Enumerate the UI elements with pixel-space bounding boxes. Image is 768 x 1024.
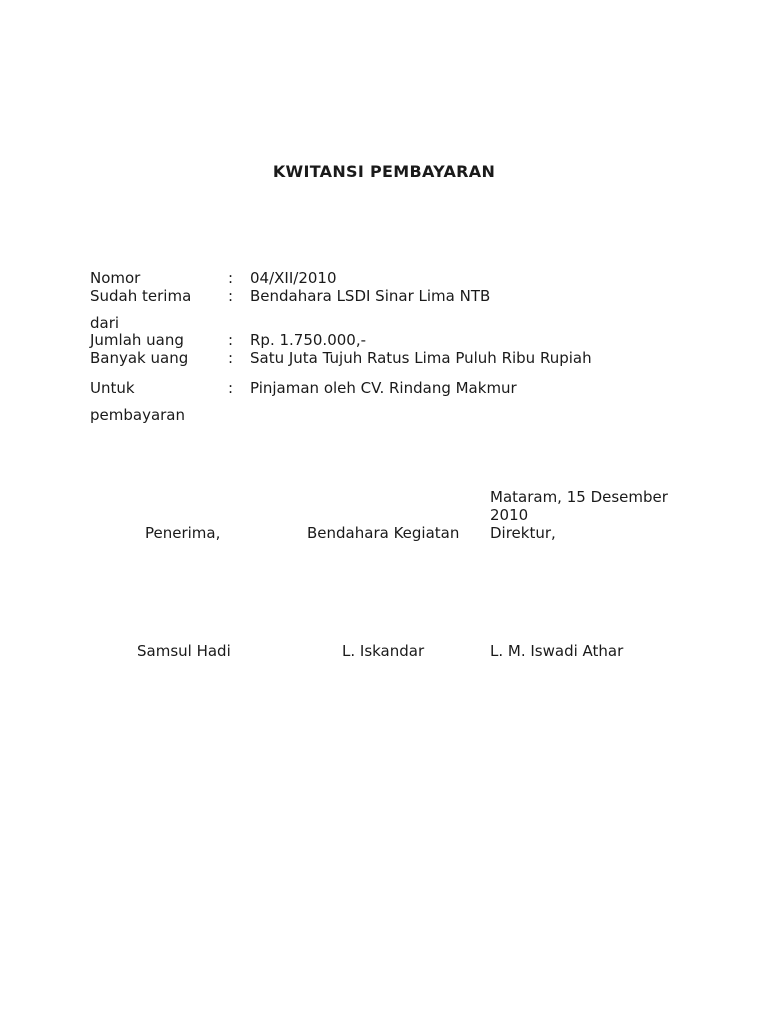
field-value-banyak-uang: Satu Juta Tujuh Ratus Lima Puluh Ribu Rupiah: [250, 349, 592, 367]
field-label-banyak-uang: Banyak uang: [90, 349, 189, 367]
document-title: KWITANSI PEMBAYARAN: [272, 162, 496, 181]
field-label-sudah-terima: Sudah terima: [90, 287, 192, 305]
signature-name-receiver: Samsul Hadi: [137, 642, 231, 660]
field-value-untuk: Pinjaman oleh CV. Rindang Makmur: [250, 379, 517, 397]
place-date-line1: Mataram, 15 Desember: [490, 488, 668, 506]
field-colon-sudah-terima: :: [228, 287, 234, 305]
field-value-jumlah-uang: Rp. 1.750.000,-: [250, 331, 367, 349]
field-colon-banyak-uang: :: [228, 349, 234, 367]
field-label-nomor: Nomor: [90, 269, 141, 287]
signature-role-treasurer: Bendahara Kegiatan: [307, 524, 460, 542]
field-value-sudah-terima: Bendahara LSDI Sinar Lima NTB: [250, 287, 491, 305]
field-value-nomor: 04/XII/2010: [250, 269, 337, 287]
field-label-untuk: Untuk: [90, 379, 135, 397]
field-colon-jumlah-uang: :: [228, 331, 234, 349]
signature-role-director: Direktur,: [490, 524, 556, 542]
signature-name-director: L. M. Iswadi Athar: [490, 642, 624, 660]
signature-name-treasurer: L. Iskandar: [342, 642, 425, 660]
field-colon-untuk: :: [228, 379, 234, 397]
signature-role-receiver: Penerima,: [145, 524, 221, 542]
field-label-jumlah-uang: Jumlah uang: [90, 331, 184, 349]
field-label-dari: dari: [90, 314, 120, 332]
field-colon-nomor: :: [228, 269, 234, 287]
field-label-pembayaran: pembayaran: [90, 406, 186, 424]
place-date-line2: 2010: [490, 506, 529, 524]
